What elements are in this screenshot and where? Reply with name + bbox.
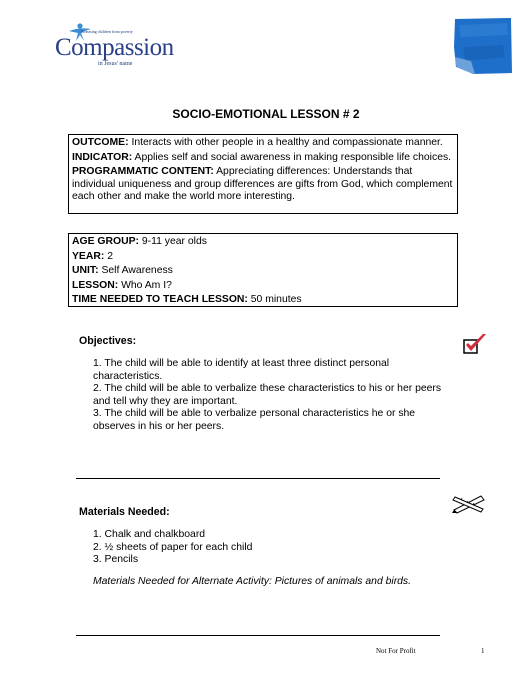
footer-divider	[76, 635, 440, 636]
page-title: SOCIO-EMOTIONAL LESSON # 2	[172, 107, 360, 121]
year-value: 2	[104, 250, 114, 262]
objectives-heading: Objectives:	[79, 335, 137, 347]
list-item: 1. Chalk and chalkboard	[93, 529, 206, 540]
content-line	[72, 166, 454, 204]
objectives-list	[93, 358, 443, 433]
unit-label: UNIT:	[72, 265, 99, 276]
outcome-box	[68, 134, 458, 214]
outcome-text: Interacts with other people in a healthy and compassionate manner.	[128, 137, 443, 148]
alternate-materials-note: Materials Needed for Alternate Activity: Pictures of animals and birds.	[93, 576, 412, 587]
indicator-text: Applies self and social awareness in making responsible life choices.	[132, 151, 452, 163]
list-item: 2. The child will be able to verbalize these characteristics to his or her peers and tell why they are important.	[93, 383, 442, 407]
age-label: AGE GROUP:	[72, 236, 139, 247]
logo-wordmark: Compassion	[55, 34, 174, 61]
indicator-label: INDICATOR:	[72, 151, 133, 163]
list-item: 3. Pencils	[93, 554, 139, 565]
blue-paint-block	[453, 17, 513, 75]
age-line	[72, 236, 454, 249]
list-item: 1. The child will be able to identify at least three distinct personal characteristics.	[93, 358, 390, 382]
time-line	[72, 294, 454, 307]
unit-line	[72, 265, 454, 278]
lesson-line	[72, 280, 454, 293]
lesson-value: Who Am I?	[118, 279, 172, 291]
time-label: TIME NEEDED TO TEACH LESSON:	[72, 294, 248, 305]
pencil-ruler-icon	[451, 492, 487, 514]
indicator-line	[72, 152, 454, 165]
page-number: 1	[481, 647, 485, 655]
content-label: PROGRAMMATIC CONTENT:	[72, 166, 214, 177]
year-line	[72, 251, 454, 264]
logo-tagline: Releasing children from poverty	[81, 29, 133, 34]
materials-list	[93, 529, 443, 567]
list-item: 3. The child will be able to verbalize personal characteristics he or she observes in his or her peers.	[93, 408, 416, 432]
lesson-info-box	[68, 233, 458, 307]
materials-heading: Materials Needed:	[79, 506, 170, 518]
year-label: YEAR:	[72, 250, 105, 262]
age-value: 9-11 year olds	[138, 236, 207, 247]
outcome-line	[72, 137, 454, 150]
content-text: Appreciating differences: Understands that individual uniqueness and group differences are gifts from God, which complement each other and make the world more interesting.	[72, 166, 453, 202]
lesson-label: LESSON:	[72, 279, 119, 291]
outcome-label: OUTCOME:	[72, 137, 129, 148]
footer-text: Not For Profit	[376, 647, 416, 655]
compassion-logo	[53, 26, 174, 70]
time-value: 50 minutes	[247, 294, 302, 305]
checkbox-check-icon	[462, 333, 488, 355]
logo-subtitle: in Jesus' name	[98, 61, 133, 67]
section-divider	[76, 478, 440, 479]
list-item: 2. ½ sheets of paper for each child	[93, 541, 253, 553]
unit-value: Self Awareness	[98, 265, 173, 276]
